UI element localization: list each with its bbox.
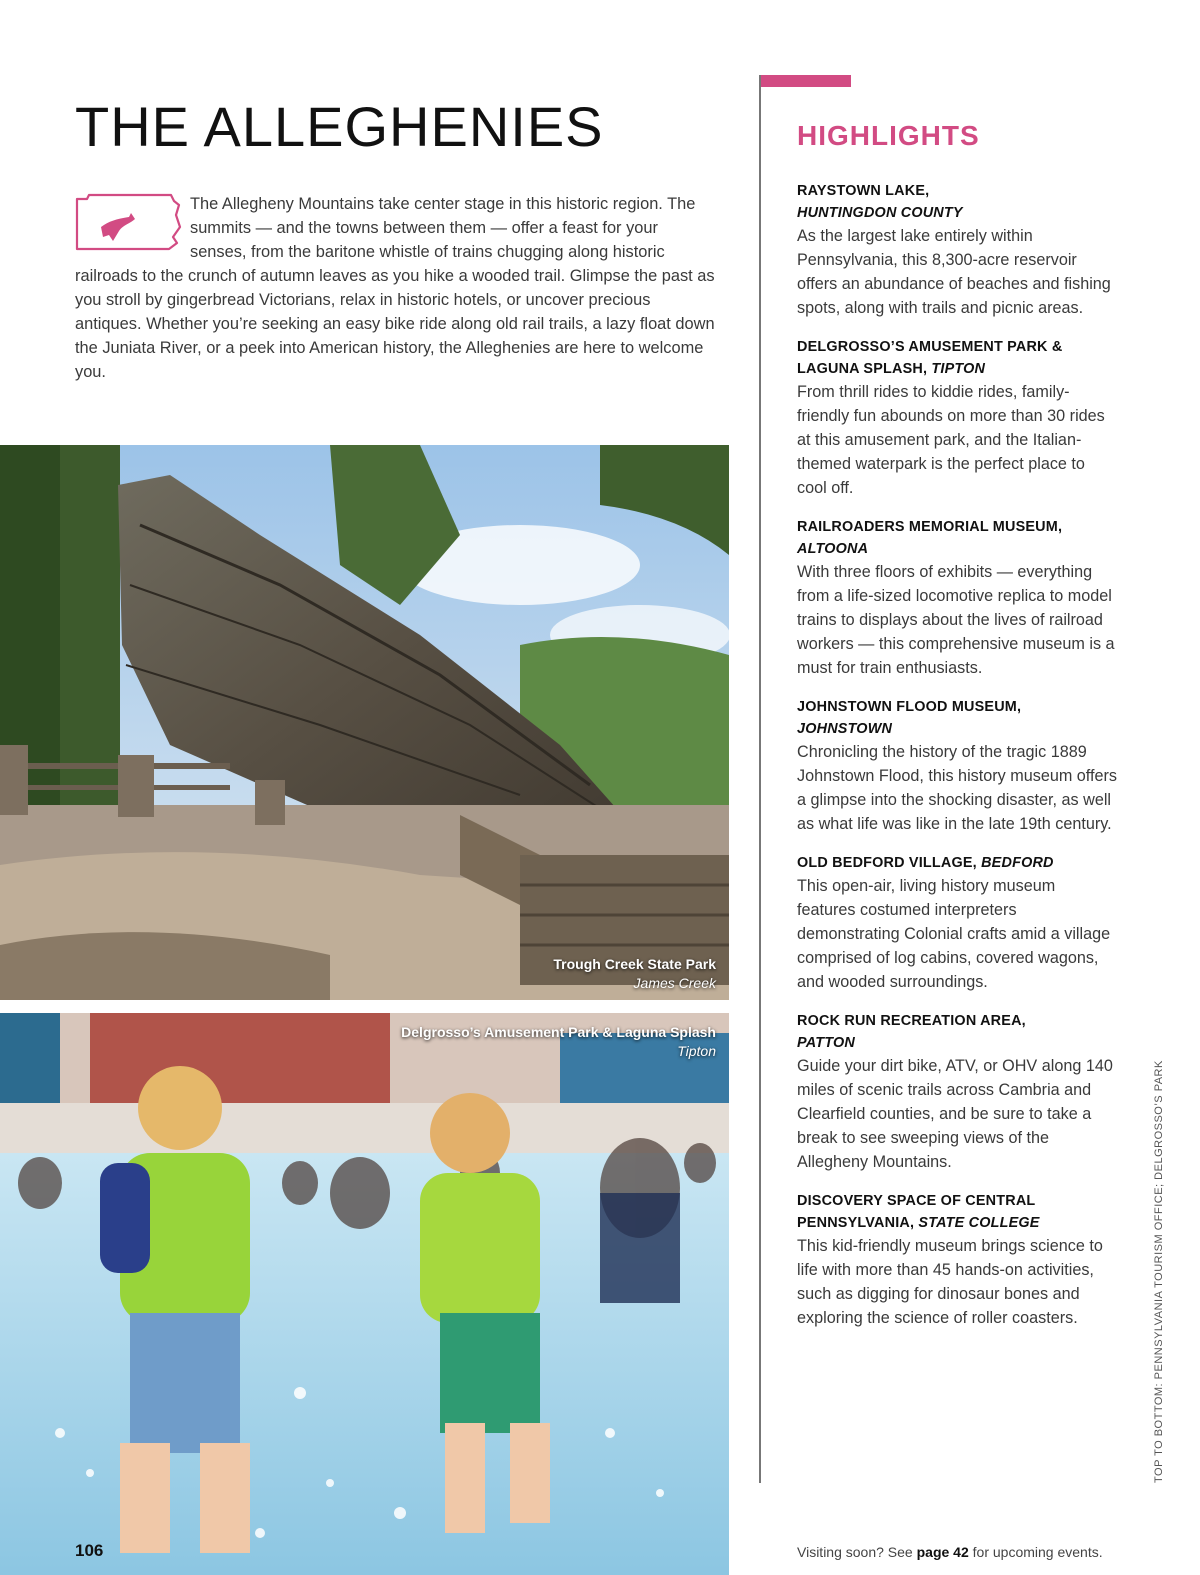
highlight-heading (797, 516, 1117, 560)
highlight-description: This kid-friendly museum brings science to life with more than 45 hands-on activities, such as digging for dinosaur bones and exploring the science of roller coasters. (797, 1237, 1103, 1327)
highlights-list (797, 180, 1117, 1346)
highlight-location: ALTOONA (797, 541, 869, 557)
highlight-name: ROCK RUN RECREATION AREA, (797, 1013, 1026, 1029)
highlight-description: As the largest lake entirely within Pennsylvania, this 8,300-acre reservoir offers an abundance of beaches and fishing spots, along with trails and picnic areas. (797, 227, 1111, 317)
highlight-name: RAILROADERS MEMORIAL MUSEUM, (797, 519, 1063, 535)
highlight-description: From thrill rides to kiddie rides, family-friendly fun abounds on more than 30 rides at this amusement park, and the Italian-themed waterpark is the perfect place to cool off. (797, 383, 1105, 497)
highlight-item (797, 696, 1117, 836)
highlight-name: OLD BEDFORD VILLAGE, (797, 855, 977, 871)
highlight-location: STATE COLLEGE (918, 1215, 1040, 1231)
sidebar-divider (759, 75, 761, 1483)
waterpark-kids-photo (0, 1013, 729, 1575)
highlight-heading (797, 1190, 1117, 1234)
highlight-name: DELGROSSO’S AMUSEMENT PARK & LAGUNA SPLASH, (797, 339, 1063, 377)
photo-credit: TOP TO BOTTOM: PENNSYLVANIA TOURISM OFFICE; DELGROSSO’S PARK (1153, 1060, 1165, 1483)
highlight-description: Chronicling the history of the tragic 1889 Johnstown Flood, this history museum offers a glimpse into the shocking disaster, as well as what life was like in the late 19th century. (797, 743, 1117, 833)
highlight-name: RAYSTOWN LAKE, (797, 183, 930, 199)
highlight-heading (797, 336, 1117, 380)
page-title: THE ALLEGHENIES (75, 95, 604, 158)
intro-text: The Allegheny Mountains take center stage in this historic region. The summits — and the towns between them — offer a feast for your senses, from the baritone whistle of trains chugging along historic railroads to the crunch of autumn leaves as you hike a wooded trail. Glimpse the past as you stroll by gingerbread Victorians, relax in historic hotels, or uncover precious antiques. Whether you’re seeking an easy bike ride along old rail trails, a lazy float down the Juniata River, or a peek into American history, the Alleghenies are here to welcome you. (75, 195, 715, 381)
footer-page-ref: page 42 (916, 1544, 969, 1560)
highlight-item (797, 1010, 1117, 1174)
page-number: 106 (75, 1541, 104, 1560)
sidebar-accent-bar (759, 75, 851, 87)
highlight-description: With three floors of exhibits — everything from a life-sized locomotive replica to model trains to displays about the lives of railroad workers — this comprehensive museum is a must for train enthusiasts. (797, 563, 1115, 677)
highlight-item (797, 852, 1117, 994)
waterpark-photo (0, 1013, 729, 1575)
highlight-heading (797, 180, 1117, 224)
footer-text: Visiting soon? See (797, 1544, 913, 1560)
trough-creek-photo (0, 445, 729, 1000)
caption-credit: Tipton (677, 1043, 716, 1059)
highlight-heading (797, 1010, 1117, 1054)
highlight-heading (797, 696, 1117, 740)
highlight-item (797, 336, 1117, 500)
highlight-heading (797, 852, 1117, 874)
highlight-description: Guide your dirt bike, ATV, or OHV along 140 miles of scenic trails across Cambria and Clearfield counties, and be sure to take a break to see sweeping views of the Allegheny Mountains. (797, 1057, 1113, 1171)
map-spacer (75, 192, 190, 264)
caption-place: Trough Creek State Park (553, 956, 716, 972)
footer-text: for upcoming events. (972, 1544, 1103, 1560)
highlight-location: TIPTON (931, 361, 986, 377)
highlights-title: HIGHLIGHTS (797, 120, 980, 151)
highlight-location: PATTON (797, 1035, 855, 1051)
photo-caption-1 (553, 955, 716, 993)
highlight-item (797, 180, 1117, 320)
caption-credit: James Creek (633, 975, 716, 991)
highlight-location: JOHNSTOWN (797, 721, 893, 737)
photo-caption-2 (401, 1023, 716, 1061)
highlight-item (797, 1190, 1117, 1330)
caption-place: Delgrosso’s Amusement Park & Laguna Splash (401, 1024, 716, 1040)
intro-paragraph (75, 192, 715, 384)
highlight-description: This open-air, living history museum features costumed interpreters demonstrating Colonial crafts amid a village comprised of log cabins, covered wagons, and wooded surroundings. (797, 877, 1111, 991)
footer-note (797, 1544, 1103, 1560)
trough-creek-rock-photo (0, 445, 729, 1000)
highlight-name: DISCOVERY SPACE OF CENTRAL PENNSYLVANIA, (797, 1193, 1036, 1231)
highlight-item (797, 516, 1117, 680)
highlight-location: BEDFORD (981, 855, 1054, 871)
highlight-name: JOHNSTOWN FLOOD MUSEUM, (797, 699, 1022, 715)
highlight-location: HUNTINGDON COUNTY (797, 205, 963, 221)
